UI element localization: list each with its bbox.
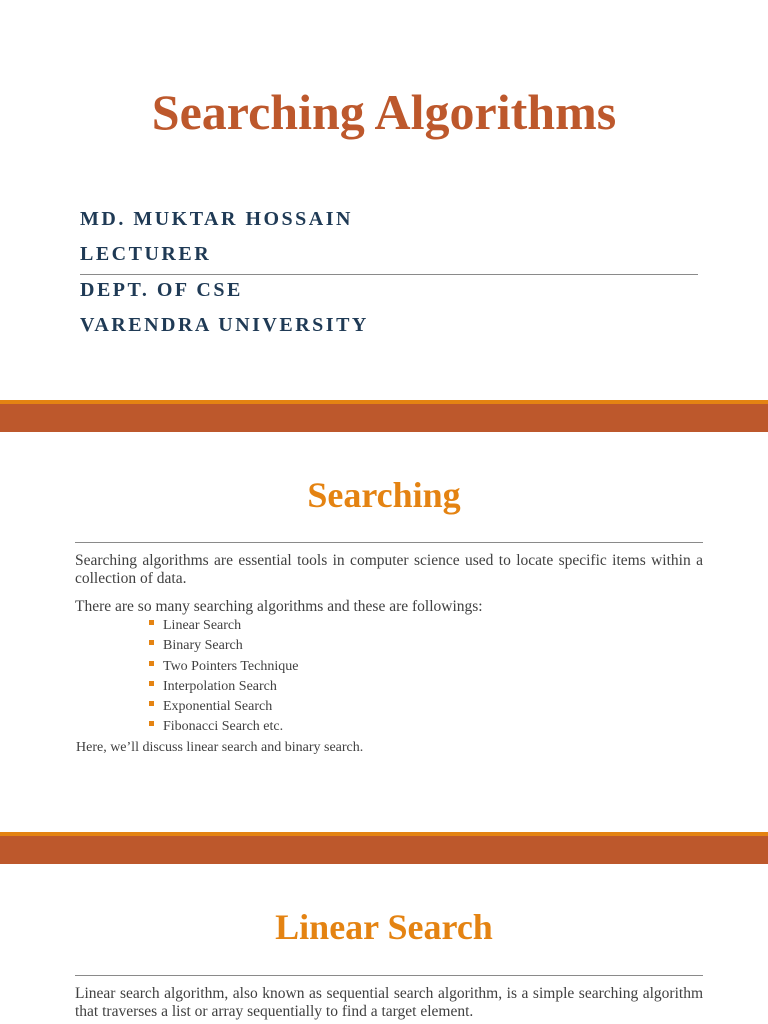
list-intro: There are so many searching algorithms and these are followings: (75, 598, 483, 615)
bullet-icon (149, 681, 154, 686)
bullet-icon (149, 721, 154, 726)
list-item: Exponential Search (148, 697, 298, 717)
intro-paragraph: Searching algorithms are essential tools in computer science used to locate specific items within a collection of data. (75, 552, 703, 587)
bullet-icon (149, 661, 154, 666)
title-slide (0, 0, 768, 400)
algorithm-list (148, 616, 298, 738)
bullet-icon (149, 640, 154, 645)
searching-slide (0, 432, 768, 832)
slide-title: Linear Search (275, 907, 493, 947)
author-department: DEPT. OF CSE (80, 279, 243, 301)
bullet-icon (149, 620, 154, 625)
title-underline (75, 542, 703, 543)
author-name: MD. MUKTAR HOSSAIN (80, 208, 353, 230)
bullet-icon (149, 701, 154, 706)
presentation-title: Searching Algorithms (151, 84, 617, 140)
slide-title: Searching (307, 475, 461, 515)
title-underline (75, 975, 703, 976)
list-item: Fibonacci Search etc. (148, 717, 298, 737)
author-university: VARENDRA UNIVERSITY (80, 314, 369, 336)
slide-separator-band (0, 400, 768, 432)
list-item: Interpolation Search (148, 677, 298, 697)
closing-text: Here, we’ll discuss linear search and binary search. (76, 740, 364, 755)
divider-line (80, 274, 698, 275)
slide-separator-band (0, 832, 768, 864)
linear-search-slide (0, 864, 768, 1024)
definition-paragraph: Linear search algorithm, also known as sequential search algorithm, is a simple searching algorithm that traverses a list or array sequentially to find a target element. (75, 985, 703, 1020)
list-item: Two Pointers Technique (148, 657, 298, 677)
list-item: Binary Search (148, 636, 298, 656)
list-item: Linear Search (148, 616, 298, 636)
author-role: LECTURER (80, 243, 212, 265)
